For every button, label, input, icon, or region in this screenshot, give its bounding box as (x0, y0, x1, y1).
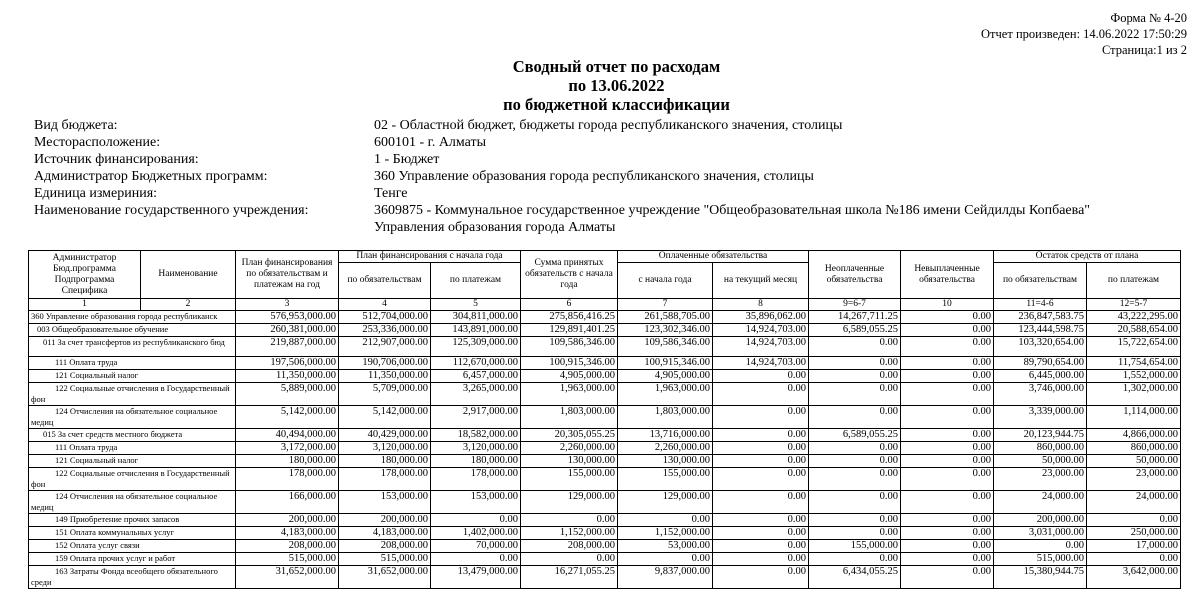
row-name: 121 Социальный налог (29, 370, 236, 383)
row-value: 0.00 (809, 455, 901, 468)
row-value: 153,000.00 (339, 491, 431, 514)
row-value: 3,339,000.00 (994, 406, 1087, 429)
row-value: 0.00 (713, 527, 809, 540)
row-value: 16,271,055.25 (521, 566, 618, 589)
table-row (29, 540, 1181, 553)
row-value: 4,905,000.00 (618, 370, 713, 383)
header-rest-group: Остаток средств от плана (994, 251, 1181, 263)
row-value: 53,000.00 (618, 540, 713, 553)
parameter-row (34, 151, 1174, 168)
expense-report-table (28, 250, 1181, 589)
header-unpaid: Неоплаченные обязательства (809, 251, 901, 299)
row-value: 100,915,346.00 (521, 357, 618, 370)
row-value: 4,183,000.00 (339, 527, 431, 540)
row-value: 17,000.00 (1087, 540, 1181, 553)
row-value: 23,000.00 (1087, 468, 1181, 491)
row-value: 260,381,000.00 (236, 324, 339, 337)
parameter-label: Вид бюджета: (34, 118, 118, 133)
row-value: 50,000.00 (1087, 455, 1181, 468)
row-value: 5,142,000.00 (236, 406, 339, 429)
row-value: 3,120,000.00 (431, 442, 521, 455)
row-value: 219,887,000.00 (236, 337, 339, 357)
table-row (29, 491, 1181, 514)
row-name: 122 Социальные отчисления в Государственный фон (29, 383, 236, 406)
row-name: 124 Отчисления на обязательное социальное медиц (29, 491, 236, 514)
column-number-row (29, 299, 1181, 311)
row-value: 208,000.00 (339, 540, 431, 553)
header-rest-oblig: по обязательствам (994, 263, 1087, 299)
table-row (29, 429, 1181, 442)
row-value: 0.00 (713, 406, 809, 429)
row-value: 11,350,000.00 (339, 370, 431, 383)
row-value: 0.00 (901, 566, 994, 589)
row-value: 208,000.00 (521, 540, 618, 553)
parameter-value-text: 3609875 - Коммунальное государственное учреждение "Общеобразовательная школа №186 имени Сейдилды Копбаева" (374, 203, 1090, 218)
row-value: 200,000.00 (339, 514, 431, 527)
row-value: 3,120,000.00 (339, 442, 431, 455)
column-number: 6 (521, 299, 618, 311)
parameter-value (374, 168, 1174, 185)
row-value: 13,716,000.00 (618, 429, 713, 442)
row-value: 20,123,944.75 (994, 429, 1087, 442)
row-value: 70,000.00 (431, 540, 521, 553)
row-value: 20,305,055.25 (521, 429, 618, 442)
row-value: 0.00 (713, 370, 809, 383)
row-value: 212,907,000.00 (339, 337, 431, 357)
row-value: 0.00 (713, 383, 809, 406)
row-name: 121 Социальный налог (29, 455, 236, 468)
row-value: 0.00 (809, 337, 901, 357)
column-number: 3 (236, 299, 339, 311)
row-value: 0.00 (901, 540, 994, 553)
parameter-value (374, 151, 1174, 168)
row-value: 236,847,583.75 (994, 311, 1087, 324)
row-value: 129,000.00 (618, 491, 713, 514)
parameter-label: Месторасположение: (34, 135, 161, 150)
row-value: 512,704,000.00 (339, 311, 431, 324)
parameter-value-text: 1 - Бюджет (374, 152, 440, 167)
row-value: 0.00 (901, 383, 994, 406)
row-value: 0.00 (901, 468, 994, 491)
row-value: 40,494,000.00 (236, 429, 339, 442)
row-value: 1,402,000.00 (431, 527, 521, 540)
row-value: 14,924,703.00 (713, 324, 809, 337)
parameter-row (34, 202, 1174, 236)
header-plan-pay: по платежам (431, 263, 521, 299)
row-value: 0.00 (809, 527, 901, 540)
row-value: 4,183,000.00 (236, 527, 339, 540)
row-value: 515,000.00 (339, 553, 431, 566)
row-value: 0.00 (431, 514, 521, 527)
column-number: 5 (431, 299, 521, 311)
row-value: 130,000.00 (521, 455, 618, 468)
row-value: 6,589,055.25 (809, 429, 901, 442)
row-value: 261,588,705.00 (618, 311, 713, 324)
row-value: 11,350,000.00 (236, 370, 339, 383)
parameter-value (374, 117, 1174, 134)
title-line-3: по бюджетной классификации (503, 95, 730, 114)
header-admin-line: Подпрограмма (54, 274, 115, 285)
row-value: 0.00 (713, 429, 809, 442)
row-value: 180,000.00 (431, 455, 521, 468)
row-value: 35,896,062.00 (713, 311, 809, 324)
row-value: 2,917,000.00 (431, 406, 521, 429)
row-value: 576,953,000.00 (236, 311, 339, 324)
row-value: 1,552,000.00 (1087, 370, 1181, 383)
row-value: 5,709,000.00 (339, 383, 431, 406)
row-name: 111 Оплата труда (29, 442, 236, 455)
row-value: 155,000.00 (521, 468, 618, 491)
row-value: 178,000.00 (431, 468, 521, 491)
row-value: 143,891,000.00 (431, 324, 521, 337)
row-value: 0.00 (809, 442, 901, 455)
row-value: 0.00 (901, 370, 994, 383)
row-value: 0.00 (713, 514, 809, 527)
row-value: 155,000.00 (809, 540, 901, 553)
table-row (29, 442, 1181, 455)
parameter-value (374, 134, 1174, 151)
row-value: 89,790,654.00 (994, 357, 1087, 370)
row-value: 0.00 (809, 383, 901, 406)
parameter-row (34, 168, 1174, 185)
table-row (29, 357, 1181, 370)
row-name: 122 Социальные отчисления в Государственный фон (29, 468, 236, 491)
table-row (29, 553, 1181, 566)
parameter-value-text: 600101 - г. Алматы (374, 135, 487, 150)
row-value: 0.00 (809, 357, 901, 370)
row-value: 515,000.00 (994, 553, 1087, 566)
parameter-row (34, 185, 1174, 202)
row-value: 9,837,000.00 (618, 566, 713, 589)
row-value: 0.00 (901, 455, 994, 468)
row-value: 1,152,000.00 (618, 527, 713, 540)
row-value: 3,746,000.00 (994, 383, 1087, 406)
row-value: 190,706,000.00 (339, 357, 431, 370)
row-value: 1,963,000.00 (618, 383, 713, 406)
header-plan-oblig: по обязательствам (339, 263, 431, 299)
row-value: 11,754,654.00 (1087, 357, 1181, 370)
row-value: 1,963,000.00 (521, 383, 618, 406)
row-value: 123,444,598.75 (994, 324, 1087, 337)
row-value: 4,905,000.00 (521, 370, 618, 383)
row-value: 1,803,000.00 (618, 406, 713, 429)
row-value: 6,445,000.00 (994, 370, 1087, 383)
row-value: 1,114,000.00 (1087, 406, 1181, 429)
row-name: 111 Оплата труда (29, 357, 236, 370)
row-value: 23,000.00 (994, 468, 1087, 491)
row-value: 208,000.00 (236, 540, 339, 553)
report-parameters (34, 117, 1174, 236)
parameter-value (374, 185, 1174, 202)
form-number: Форма № 4-20 (1110, 11, 1187, 25)
row-value: 15,380,944.75 (994, 566, 1087, 589)
row-value: 0.00 (901, 406, 994, 429)
header-paid-month: на текущий месяц (713, 263, 809, 299)
row-value: 40,429,000.00 (339, 429, 431, 442)
row-value: 0.00 (901, 429, 994, 442)
row-value: 109,586,346.00 (521, 337, 618, 357)
row-value: 0.00 (901, 357, 994, 370)
row-value: 20,588,654.00 (1087, 324, 1181, 337)
row-value: 5,142,000.00 (339, 406, 431, 429)
row-value: 197,506,000.00 (236, 357, 339, 370)
row-value: 860,000.00 (994, 442, 1087, 455)
row-value: 24,000.00 (994, 491, 1087, 514)
row-value: 275,856,416.25 (521, 311, 618, 324)
table-row (29, 370, 1181, 383)
row-value: 103,320,654.00 (994, 337, 1087, 357)
row-value: 13,479,000.00 (431, 566, 521, 589)
column-number: 4 (339, 299, 431, 311)
row-value: 155,000.00 (618, 468, 713, 491)
row-name: 163 Затраты Фонда всеобщего обязательного среди (29, 566, 236, 589)
row-value: 14,924,703.00 (713, 357, 809, 370)
row-value: 112,670,000.00 (431, 357, 521, 370)
column-number: 10 (901, 299, 994, 311)
row-value: 0.00 (713, 442, 809, 455)
header-rest-pay: по платежам (1087, 263, 1181, 299)
table-row (29, 324, 1181, 337)
row-value: 4,866,000.00 (1087, 429, 1181, 442)
row-value: 109,586,346.00 (618, 337, 713, 357)
parameter-row (34, 117, 1174, 134)
row-value: 15,722,654.00 (1087, 337, 1181, 357)
title-line-2: по 13.06.2022 (568, 76, 665, 95)
row-value: 1,803,000.00 (521, 406, 618, 429)
page-indicator: Страница:1 из 2 (1101, 43, 1187, 57)
row-value: 515,000.00 (236, 553, 339, 566)
row-name: 152 Оплата услуг связи (29, 540, 236, 553)
row-value: 0.00 (901, 311, 994, 324)
report-meta (981, 10, 1187, 58)
row-value: 0.00 (901, 442, 994, 455)
row-value: 0.00 (809, 491, 901, 514)
row-value: 0.00 (994, 540, 1087, 553)
row-value: 0.00 (713, 455, 809, 468)
row-value: 3,642,000.00 (1087, 566, 1181, 589)
row-value: 24,000.00 (1087, 491, 1181, 514)
row-value: 0.00 (618, 514, 713, 527)
column-number: 11=4-6 (994, 299, 1087, 311)
row-value: 0.00 (809, 406, 901, 429)
row-name: 003 Общеобразовательное обучение (29, 324, 236, 337)
row-value: 100,915,346.00 (618, 357, 713, 370)
header-admin-line: Специфика (61, 285, 108, 296)
row-name: 124 Отчисления на обязательное социальное медиц (29, 406, 236, 429)
row-name: 360 Управление образования города республиканск (29, 311, 236, 324)
row-value: 129,000.00 (521, 491, 618, 514)
parameter-value-text: Тенге (374, 186, 408, 201)
generated-timestamp: Отчет произведен: 14.06.2022 17:50:29 (981, 27, 1187, 41)
row-value: 178,000.00 (236, 468, 339, 491)
row-value: 250,000.00 (1087, 527, 1181, 540)
row-value: 1,302,000.00 (1087, 383, 1181, 406)
row-value: 180,000.00 (236, 455, 339, 468)
table-row (29, 383, 1181, 406)
table-row (29, 468, 1181, 491)
title-line-1: Сводный отчет по расходам (512, 57, 721, 76)
parameter-label: Администратор Бюджетных программ: (34, 169, 268, 184)
row-value: 123,302,346.00 (618, 324, 713, 337)
row-name: 015 За счет средств местного бюджета (29, 429, 236, 442)
row-value: 0.00 (809, 468, 901, 491)
column-number: 1 (29, 299, 141, 311)
row-value: 0.00 (809, 553, 901, 566)
row-value: 200,000.00 (236, 514, 339, 527)
row-value: 1,152,000.00 (521, 527, 618, 540)
header-paid-group: Оплаченные обязательства (618, 251, 809, 263)
row-value: 180,000.00 (339, 455, 431, 468)
row-value: 0.00 (809, 370, 901, 383)
row-value: 0.00 (713, 553, 809, 566)
header-admin (29, 251, 141, 299)
header-unpaid-out: Невыплаченные обязательства (901, 251, 994, 299)
row-name: 011 За счет трансфертов из республиканского бюд (29, 337, 236, 357)
row-value: 6,457,000.00 (431, 370, 521, 383)
row-value: 129,891,401.25 (521, 324, 618, 337)
row-value: 0.00 (901, 491, 994, 514)
row-value: 0.00 (713, 540, 809, 553)
row-name: 149 Приобретение прочих запасов (29, 514, 236, 527)
row-value: 0.00 (618, 553, 713, 566)
row-value: 0.00 (713, 491, 809, 514)
header-paid-year: с начала года (618, 263, 713, 299)
header-admin-line: Администратор (52, 252, 117, 263)
row-value: 5,889,000.00 (236, 383, 339, 406)
table-row (29, 566, 1181, 589)
column-number: 8 (713, 299, 809, 311)
row-value: 0.00 (809, 514, 901, 527)
row-value: 14,924,703.00 (713, 337, 809, 357)
header-plan-group: План финансирования с начала года (339, 251, 521, 263)
row-value: 50,000.00 (994, 455, 1087, 468)
row-value: 253,336,000.00 (339, 324, 431, 337)
row-value: 178,000.00 (339, 468, 431, 491)
row-value: 3,172,000.00 (236, 442, 339, 455)
row-value: 3,265,000.00 (431, 383, 521, 406)
row-value: 860,000.00 (1087, 442, 1181, 455)
row-value: 0.00 (1087, 553, 1181, 566)
row-value: 3,031,000.00 (994, 527, 1087, 540)
row-value: 0.00 (713, 566, 809, 589)
row-value: 2,260,000.00 (618, 442, 713, 455)
row-value: 0.00 (901, 527, 994, 540)
row-value: 43,222,295.00 (1087, 311, 1181, 324)
row-value: 153,000.00 (431, 491, 521, 514)
parameter-label: Единица измериния: (34, 186, 158, 201)
table-row (29, 337, 1181, 357)
row-value: 2,260,000.00 (521, 442, 618, 455)
row-value: 0.00 (901, 337, 994, 357)
table-row (29, 455, 1181, 468)
column-number: 9=6-7 (809, 299, 901, 311)
header-name: Наименование (141, 251, 236, 299)
row-value: 0.00 (431, 553, 521, 566)
row-value: 31,652,000.00 (339, 566, 431, 589)
table-row (29, 311, 1181, 324)
parameter-value-text: Управления образования города Алматы (374, 220, 616, 235)
column-number: 2 (141, 299, 236, 311)
row-value: 0.00 (901, 514, 994, 527)
row-value: 0.00 (901, 324, 994, 337)
table-body (29, 311, 1181, 589)
column-number: 7 (618, 299, 713, 311)
row-value: 18,582,000.00 (431, 429, 521, 442)
row-value: 0.00 (1087, 514, 1181, 527)
row-value: 0.00 (521, 553, 618, 566)
row-name: 151 Оплата коммунальных услуг (29, 527, 236, 540)
parameter-row (34, 134, 1174, 151)
row-value: 0.00 (521, 514, 618, 527)
row-value: 14,267,711.25 (809, 311, 901, 324)
table-row (29, 527, 1181, 540)
row-value: 200,000.00 (994, 514, 1087, 527)
row-value: 6,434,055.25 (809, 566, 901, 589)
table-row (29, 514, 1181, 527)
row-value: 0.00 (901, 553, 994, 566)
parameter-label: Источник финансирования: (34, 152, 199, 167)
row-value: 125,309,000.00 (431, 337, 521, 357)
column-number: 12=5-7 (1087, 299, 1181, 311)
row-value: 0.00 (713, 468, 809, 491)
table-row (29, 406, 1181, 429)
row-value: 31,652,000.00 (236, 566, 339, 589)
parameter-value (374, 202, 1174, 236)
row-value: 6,589,055.25 (809, 324, 901, 337)
parameter-value-text: 02 - Областной бюджет, бюджеты города республиканского значения, столицы (374, 118, 843, 133)
parameter-value-text: 360 Управление образования города республиканского значения, столицы (374, 169, 814, 184)
row-name: 159 Оплата прочих услуг и работ (29, 553, 236, 566)
row-value: 166,000.00 (236, 491, 339, 514)
row-value: 130,000.00 (618, 455, 713, 468)
header-accepted: Сумма принятых обязательств с начала года (521, 251, 618, 299)
row-value: 304,811,000.00 (431, 311, 521, 324)
header-plan-year: План финансирования по обязательствам и платежам на год (236, 251, 339, 299)
header-admin-line: Бюд.программа (53, 263, 116, 274)
parameter-label: Наименование государственного учреждения: (34, 203, 309, 218)
report-title (0, 57, 1203, 114)
